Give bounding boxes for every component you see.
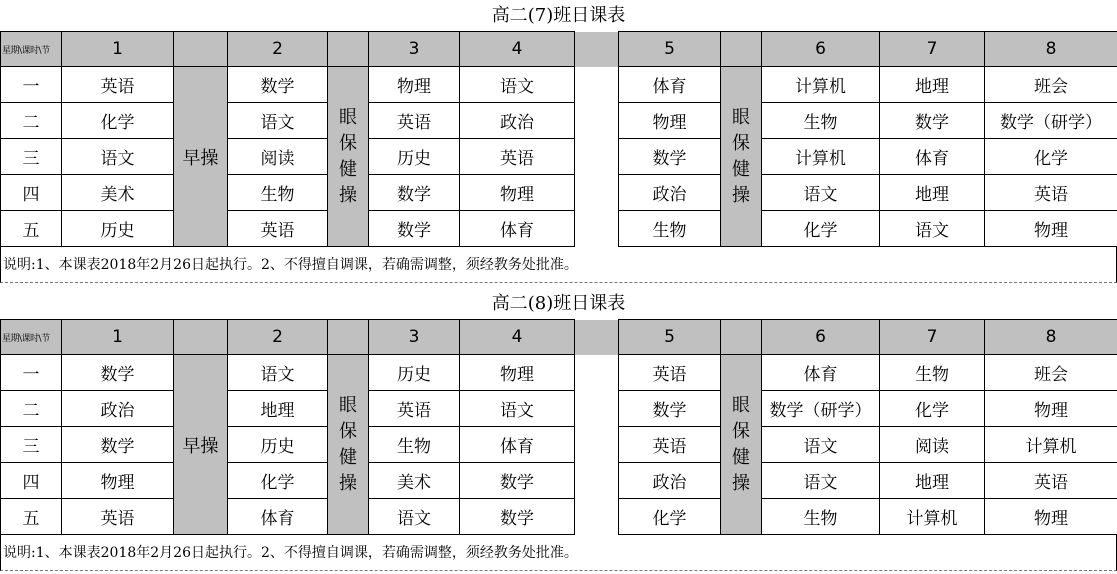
day-label: 四 [1, 463, 62, 499]
cell: 美术 [369, 463, 460, 499]
schedule-class-8 [0, 288, 1117, 571]
period-4: 4 [460, 32, 575, 67]
timetable [0, 31, 1117, 247]
cell: 化学 [985, 139, 1117, 175]
table-row [1, 355, 1117, 391]
cell: 化学 [62, 103, 174, 139]
cell: 化学 [619, 499, 721, 535]
cell: 物理 [985, 499, 1117, 535]
cell: 英语 [460, 139, 575, 175]
cell: 英语 [619, 427, 721, 463]
cell: 地理 [880, 463, 985, 499]
cell: 英语 [985, 175, 1117, 211]
cell: 语文 [62, 139, 174, 175]
schedule-note: 说明:1、本课表2018年2月26日起执行。2、不得擅自调课，若确需调整，须经教务处批准。 [0, 535, 1117, 571]
morning-exercise: 早操 [174, 67, 228, 247]
schedule-class-7 [0, 0, 1117, 283]
period-6: 6 [762, 32, 880, 67]
cell: 地理 [880, 67, 985, 103]
cell: 计算机 [985, 427, 1117, 463]
table-row [1, 391, 1117, 427]
timetable [0, 319, 1117, 535]
day-label: 二 [1, 391, 62, 427]
cell: 语文 [228, 355, 328, 391]
cell: 物理 [62, 463, 174, 499]
eye-exercise: 眼 保 健 操 [721, 355, 762, 535]
cell: 数学 [460, 499, 575, 535]
cell: 历史 [369, 355, 460, 391]
morning-exercise: 早操 [174, 355, 228, 535]
cell: 体育 [460, 211, 575, 247]
cell: 物理 [460, 175, 575, 211]
period-3: 3 [369, 32, 460, 67]
table-row [1, 499, 1117, 535]
period-2: 2 [228, 320, 328, 355]
cell: 语文 [460, 391, 575, 427]
cell: 数学 [460, 463, 575, 499]
day-label: 五 [1, 499, 62, 535]
cell: 语文 [460, 67, 575, 103]
cell: 物理 [985, 391, 1117, 427]
cell: 体育 [762, 355, 880, 391]
cell: 数学（研学） [762, 391, 880, 427]
corner-label: 星期\课时\节 [1, 32, 62, 67]
period-6: 6 [762, 320, 880, 355]
cell: 数学（研学） [985, 103, 1117, 139]
table-row [1, 103, 1117, 139]
cell: 物理 [369, 67, 460, 103]
cell: 生物 [880, 355, 985, 391]
cell: 数学 [62, 355, 174, 391]
cell: 政治 [619, 463, 721, 499]
header-row [1, 320, 1117, 355]
cell: 数学 [228, 67, 328, 103]
cell: 物理 [619, 103, 721, 139]
cell: 英语 [62, 499, 174, 535]
cell: 英语 [369, 103, 460, 139]
day-label: 二 [1, 103, 62, 139]
table-row [1, 211, 1117, 247]
table-row [1, 175, 1117, 211]
cell: 计算机 [880, 499, 985, 535]
table-row [1, 427, 1117, 463]
day-label: 五 [1, 211, 62, 247]
cell: 历史 [369, 139, 460, 175]
period-5: 5 [619, 320, 721, 355]
table-row [1, 463, 1117, 499]
cell: 英语 [228, 211, 328, 247]
cell: 数学 [880, 103, 985, 139]
period-8: 8 [985, 320, 1117, 355]
cell: 语文 [228, 103, 328, 139]
cell: 生物 [762, 499, 880, 535]
cell: 政治 [460, 103, 575, 139]
cell: 地理 [880, 175, 985, 211]
eye-exercise: 眼 保 健 操 [721, 67, 762, 247]
cell: 阅读 [228, 139, 328, 175]
period-4: 4 [460, 320, 575, 355]
cell: 地理 [228, 391, 328, 427]
cell: 政治 [62, 391, 174, 427]
cell: 英语 [369, 391, 460, 427]
schedule-title: 高二(7)班日课表 [491, 5, 626, 26]
cell: 生物 [369, 427, 460, 463]
cell: 物理 [460, 355, 575, 391]
cell: 体育 [619, 67, 721, 103]
cell: 计算机 [762, 67, 880, 103]
day-label: 一 [1, 355, 62, 391]
cell: 历史 [228, 427, 328, 463]
cell: 语文 [369, 499, 460, 535]
period-3: 3 [369, 320, 460, 355]
period-8: 8 [985, 32, 1117, 67]
cell: 语文 [762, 175, 880, 211]
table-row [1, 139, 1117, 175]
cell: 阅读 [880, 427, 985, 463]
period-1: 1 [62, 32, 174, 67]
cell: 班会 [985, 67, 1117, 103]
cell: 历史 [62, 211, 174, 247]
period-5: 5 [619, 32, 721, 67]
corner-label: 星期\课时\节 [1, 320, 62, 355]
cell: 化学 [228, 463, 328, 499]
cell: 英语 [62, 67, 174, 103]
cell: 语文 [762, 427, 880, 463]
schedule-title: 高二(8)班日课表 [491, 293, 626, 314]
lunch-gap [575, 67, 619, 247]
schedule-note: 说明:1、本课表2018年2月26日起执行。2、不得擅自调课，若确需调整，须经教务处批准。 [0, 247, 1117, 283]
cell: 化学 [880, 391, 985, 427]
cell: 生物 [619, 211, 721, 247]
cell: 班会 [985, 355, 1117, 391]
eye-exercise: 眼 保 健 操 [328, 67, 369, 247]
day-label: 四 [1, 175, 62, 211]
cell: 化学 [762, 211, 880, 247]
period-7: 7 [880, 32, 985, 67]
cell: 美术 [62, 175, 174, 211]
period-2: 2 [228, 32, 328, 67]
cell: 数学 [619, 391, 721, 427]
cell: 物理 [985, 211, 1117, 247]
cell: 体育 [460, 427, 575, 463]
day-label: 三 [1, 139, 62, 175]
cell: 语文 [880, 211, 985, 247]
header-row [1, 32, 1117, 67]
cell: 数学 [369, 175, 460, 211]
eye-exercise: 眼 保 健 操 [328, 355, 369, 535]
lunch-gap [575, 355, 619, 535]
cell: 体育 [228, 499, 328, 535]
period-7: 7 [880, 320, 985, 355]
day-label: 三 [1, 427, 62, 463]
cell: 数学 [369, 211, 460, 247]
cell: 语文 [762, 463, 880, 499]
cell: 计算机 [762, 139, 880, 175]
period-1: 1 [62, 320, 174, 355]
day-label: 一 [1, 67, 62, 103]
cell: 政治 [619, 175, 721, 211]
cell: 数学 [619, 139, 721, 175]
table-row [1, 67, 1117, 103]
cell: 生物 [762, 103, 880, 139]
cell: 体育 [880, 139, 985, 175]
cell: 英语 [985, 463, 1117, 499]
cell: 英语 [619, 355, 721, 391]
cell: 生物 [228, 175, 328, 211]
cell: 数学 [62, 427, 174, 463]
